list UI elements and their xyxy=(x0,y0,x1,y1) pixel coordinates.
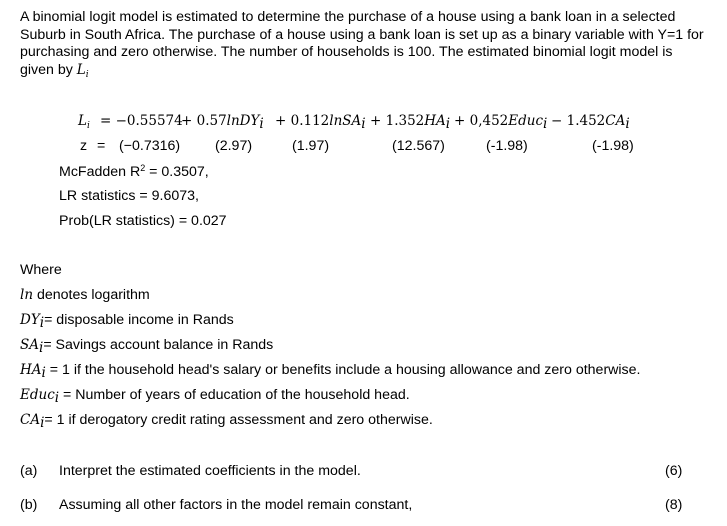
z-value-educ: (-1.98) xyxy=(486,138,528,154)
question-b-label: (b) xyxy=(20,497,38,513)
intro-symbol: $L_i$ xyxy=(76,61,89,80)
definition-dy: $DY_i=$ disposable income in Rands xyxy=(20,312,234,331)
question-b-text: Assuming all other factors in the model remain constant, xyxy=(59,497,413,513)
z-value-dy: (2.97) xyxy=(215,138,253,154)
z-value-constant: (−0.7316) xyxy=(119,138,181,154)
intro-text: A binomial logit model is estimated to determine the purchase of a house using a bank loan in a selected Suburb in South Africa. The purchase of a house using a bank loan is set up as a binary variable with Y=1 for purchasing and zero otherwise. The number of households is 100. The estimated binomial logit model is given by xyxy=(20,9,704,78)
equation-term-ha: + $1.352HA_i$ xyxy=(370,113,451,132)
question-a-label: (a) xyxy=(20,463,38,479)
z-value-ha: (12.567) xyxy=(392,138,445,154)
question-a-text: Interpret the estimated coefficients in the model. xyxy=(59,463,361,479)
equation-lhs: $L_i$ xyxy=(78,113,90,131)
equation-term-educ: + 0,452Educ$_i$ xyxy=(454,113,548,132)
equation-constant: = −0.55574 xyxy=(100,113,183,129)
definition-ha: $HA_i = 1$ if the household head's salary or benefits include a housing allowance and zero otherwise. xyxy=(20,362,641,381)
intro-paragraph xyxy=(20,9,710,84)
where-heading: Where xyxy=(20,262,62,278)
z-value-sa: (1.97) xyxy=(292,138,330,154)
lr-statistic: LR statistics = 9.6073, xyxy=(59,188,199,204)
question-b-marks: (8) xyxy=(665,497,683,513)
z-equals: = xyxy=(97,138,106,154)
equation-term-dy: + 0.57lnDY$_i$ xyxy=(181,113,264,132)
definition-educ: Educ$_i$ = Number of years of education of the household head. xyxy=(20,387,410,406)
equation-term-sa: + 0.112lnSA$_i$ xyxy=(275,113,366,132)
definition-ln: ln denotes logarithm xyxy=(20,287,150,303)
z-value-ca: (-1.98) xyxy=(592,138,634,154)
equation-term-ca: − $1.452CA_i$ xyxy=(551,113,630,132)
question-a-marks: (6) xyxy=(665,463,683,479)
definition-ca: $CA_i= 1$ if derogatory credit rating assessment and zero otherwise. xyxy=(20,412,433,431)
z-label: z xyxy=(80,138,88,154)
definition-sa: $SA_i=$ Savings account balance in Rands xyxy=(20,337,274,356)
mcfadden-r2: McFadden $R^2 = 0.3507$, xyxy=(59,163,209,180)
lr-probability: Prob(LR statistics) = 0.027 xyxy=(59,213,227,229)
